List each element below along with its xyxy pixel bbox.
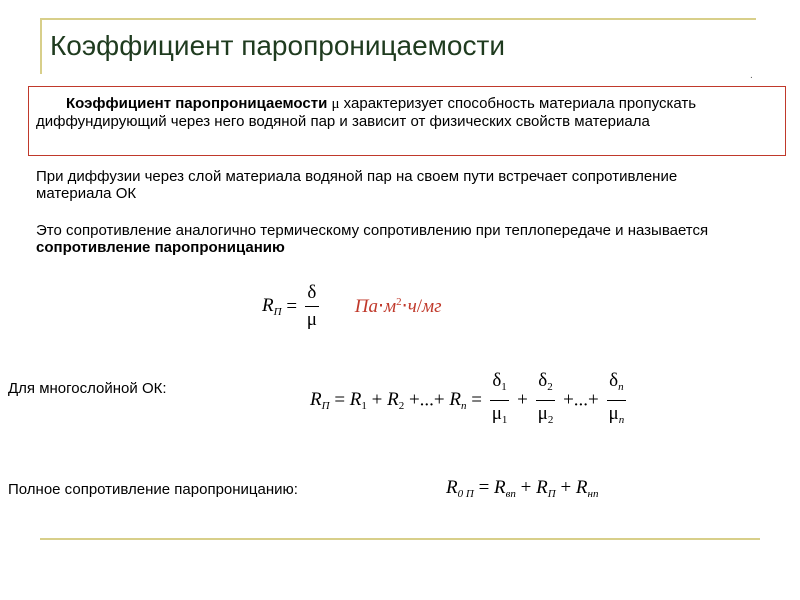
- analogy-bold-term: сопротивление паропроницанию: [36, 239, 285, 256]
- multilayer-label: Для многослойной ОК:: [8, 380, 167, 397]
- multilayer-frac-1: $\frac{\delta_1}{\mu_1}$: [491, 370, 508, 426]
- multilayer-frac-2: $\frac{\delta_2}{\mu_2}$: [537, 370, 554, 426]
- multilayer-frac-n: $\frac{\delta_n}{\mu_n}$: [608, 370, 625, 426]
- formula1-eq: =: [286, 295, 298, 317]
- slide-title: Коэффициент паропроницаемости: [50, 30, 505, 61]
- formula-multilayer: $R_П = R_1 + R_2$ +...+ $R_n$ = $\frac{\delta_1}{\mu_1}$ + $\frac{\delta_2}{\mu_2}$ +...+ $\frac{\delta_n}{\mu_n}$: [310, 368, 629, 433]
- definition-rest: характеризует способность материала пропускать диффундирующий через него водяной пар и зависит от физических свойств материала: [36, 95, 697, 130]
- definition-term: Коэффициент паропроницаемости: [66, 95, 328, 112]
- title-top-rule: [40, 18, 756, 20]
- formula-resistance: [262, 280, 442, 333]
- corner-dot: .: [750, 70, 753, 81]
- formula1-fraction: [305, 280, 319, 333]
- total-label: Полное сопротивление паропроницанию:: [8, 481, 298, 498]
- formula-total: $R_{0 П} = R_{вп} + R_П + R_{нп}$: [446, 477, 599, 500]
- definition-text: [36, 95, 781, 130]
- analogy-text: Это сопротивление аналогично термическому сопротивлению при теплопередаче и называется: [36, 222, 709, 239]
- formula1-units: $Па\cdot м^2\cdot ч/мг$: [354, 296, 442, 317]
- formula1-lhs: $R_П$: [262, 295, 282, 318]
- diffusion-paragraph: При диффузии через слой материала водяной пар на своем пути встречает сопротивление материала ОК: [36, 168, 678, 202]
- formula1-num: δ: [305, 280, 319, 307]
- title-left-rule: [40, 18, 42, 74]
- formula1-den: μ: [306, 309, 317, 330]
- bottom-rule: [40, 538, 760, 540]
- analogy-paragraph: [36, 222, 776, 256]
- mu-symbol: μ: [331, 96, 340, 112]
